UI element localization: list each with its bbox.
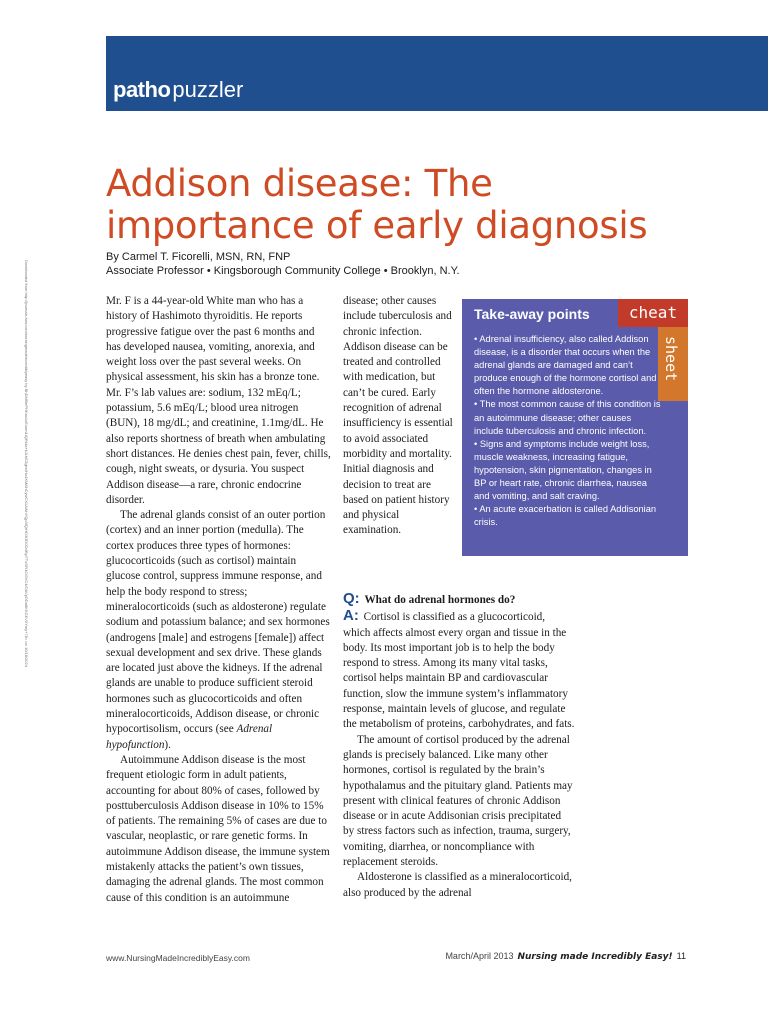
paragraph: disease; other causes include tuberculosis and chronic infection. Addison disease can be treated and controlled with medication, but can’t be cured. Early recognition of adrenal insufficiency is essential to avoid associated morbidity and mortality. Initial diagnosis and decision to treat are based on patient history and physical examination. [343,295,453,537]
section-title [113,77,243,103]
paragraph [106,508,332,753]
qa-answer [343,608,575,732]
footer-issue [445,951,686,962]
footer-date: March/April 2013 [445,951,514,961]
byline [106,250,706,278]
column-2 [343,294,456,539]
article-title [106,163,746,247]
article-title-line1: Addison disease: The [106,162,493,205]
sidebar-points [474,333,662,529]
author: By Carmel T. Ficorelli, MSN, RN, FNP [106,251,291,263]
section-brand-bold: patho [113,77,171,102]
section-brand-light: puzzler [172,77,244,102]
paragraph-text: ). [164,738,171,751]
sidebar-point: • The most common cause of this condition is an autoimmune disease; other causes include tuberculosis and chronic infection. [474,399,661,436]
paragraph-text: The adrenal glands consist of an outer portion (cortex) and an inner portion (medulla). The cortex produces three types of hormones: glucocorticoids (such as cortisol) maintain glucose control, suppress immune response, and help the body respond to stress; mineralocorticoids (such as aldosterone) regulate sodium and potassium balance; and sex hormones (androgens [male] and estrogens [female]) affect sexual development and sex drive. These glands are located just above the kidneys. If the adrenal glands are unable to produce sufficient steroid hormones such as glucocorticoids and often mineralocorticoids, Addison disease, or chronic hypocortisolism, occurs (see [106,509,330,736]
sidebar-point: • Adrenal insufficiency, also called Addison disease, is a disorder that occurs when the adrenal glands are damaged and can’t produce enough of the hormone cortisol and often the hormone aldosterone. [474,334,657,397]
sidebar-point: • An acute exacerbation is called Addisonian crisis. [474,504,657,528]
a-mark: A: [343,607,359,625]
question-text: What do adrenal hormones do? [364,594,516,606]
paragraph: Aldosterone is classified as a mineralocorticoid, also produced by the adrenal [343,871,572,899]
q-mark: Q: [343,590,360,607]
paragraph: Autoimmune Addison disease is the most frequent etiologic form in adult patients, accounting for about 80% of cases, followed by posttuberculosis Addison disease in 10% to 15% of patients. The remaining 5% of cases are due to vascular, neoplastic, or rare genetic forms. In autoimmune Addison disease, the immune system mistakenly attacks the patient’s own tissues, damaging the adrenal glands. The most common cause of this condition is an autoimmune [106,753,330,904]
sheet-tab [658,327,688,401]
cheat-tab [618,299,688,327]
sidebar-point: • Signs and symptoms include weight loss, muscle weakness, increasing fatigue, hypotension, skin pigmentation, changes in BP or heart rate, chronic diarrhea, nausea and vomiting, and salt craving. [474,438,652,502]
footer-journal: Nursing made Incredibly Easy! [517,952,673,962]
column-1 [106,294,332,906]
answer-text: Cortisol is classified as a glucocorticoid, which affects almost every organ and tissue in the body. Its most important job is to help the body respond to stress. Among its many vital tasks, cortisol helps maintain BP and cardiovascular function, slow the immune system’s inflammatory response, maintain levels of glucose, and regulate the metabolism of proteins, carbohydrates, and fats. [343,611,575,731]
qa-section [343,591,575,901]
figure-reference-link[interactable]: Adrenal hypofunction [106,723,273,751]
download-notice-text: Downloaded from http://journals.lww.com/nursingmadeincrediblyeasy by BhDMf5ePHKav1zEoum1tQfN4a+kJLhEZgbsIHo4XMi0hCywCX1AWnYQp/IlQrHD3i3D0OdRyi7TvSFl4Cf3VC4/OAVpDDa8KKGKV0Ymy+78= on 10/18/2024 [24,260,29,667]
sheet-label: sheet [662,336,680,382]
cheat-label: cheat [628,303,678,322]
sidebar-title: Take-away points [474,306,590,322]
qa-question [343,591,575,608]
paragraph: The amount of cortisol produced by the adrenal glands is precisely balanced. Like many other hormones, cortisol is regulated by the brain’s hypothalamus and the pituitary gland. Patients may present with clinical features of chronic Addison disease or in acute Addisonian crisis precipitated by stress factors such as infection, trauma, surgery, vomiting, diarrhea, or noncompliance with replacement steroids. [343,733,573,869]
download-notice [22,260,30,760]
paragraph: Mr. F is a 44-year-old White man who has a history of Hashimoto thyroiditis. He reports progressive fatigue over the past 6 months and has developed nausea, vomiting, anorexia, and weight loss over the past several weeks. On physical assessment, his skin has a bronze tone. Mr. F’s lab values are: sodium, 132 mEq/L; potassium, 5.6 mEq/L; blood urea nitrogen (BUN), 18 mg/dL; and creatinine, 1.1mg/dL. He also reports shortness of breath when ambulating short distances. He denies chest pain, fever, chills, cough, night sweats, or dysuria. You suspect Addison disease—a rare, chronic endocrine disorder. [106,295,331,506]
page-number: 11 [676,951,686,961]
footer-url[interactable]: www.NursingMadeIncrediblyEasy.com [106,953,250,963]
article-title-line2: importance of early diagnosis [106,204,648,247]
affiliation: Associate Professor • Kingsborough Community College • Brooklyn, N.Y. [106,265,460,277]
